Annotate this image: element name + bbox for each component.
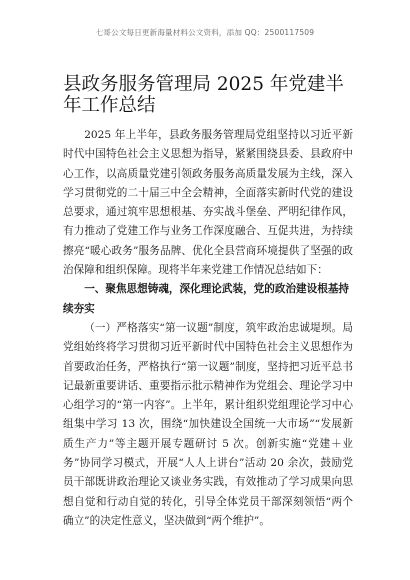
document-page bbox=[63, 74, 353, 531]
intro-paragraph: 2025 年上半年，县政务服务管理局党组坚持以习近平新时代中国特色社会主义思想为指导，紧紧围绕县委、县政府中心工作，以高质量党建引领政务服务高质量发展为主线，深入学习贯彻党的二十届三中全会精神，全面落实新时代党的建设总要求，通过筑牢思想根基、夯实战斗堡垒、严明纪律作风，有力推动了党建工作与业务工作深度融合、互促共进，为持续擦亮“暖心政务”服务品牌、优化全县营商环境提供了坚强的政治保障和组织保障。现将半年来党建工作情况总结如下： bbox=[63, 129, 353, 277]
document-title: 县政务服务管理局 2025 年党建半年工作总结 bbox=[63, 74, 344, 116]
section-heading-1: 一、聚焦思想铸魂，深化理论武装，党的政治建设根基持续夯实 bbox=[63, 283, 350, 315]
header-note: 七哥公文每日更新海量材料公文资料，添加 QQ：2500117509 bbox=[95, 28, 315, 37]
subsection-paragraph-1: （一）严格落实“第一议题”制度，筑牢政治忠诚堤坝。局党组始终将学习贯彻习近平新时代中国特色社会主义思想作为首要政治任务，严格执行“第一议题”制度，坚持把习近平总书记最新重要讲话、重要指示批示精神作为党组会、理论学习中心组学习的“第一内容”。上半年，累计组织党组理论学习中心组集中学习 13 次，围绕“加快建设全国统一大市场”“发展新质生产力”等主题开展专题研讨 5 次。创新实施“党建＋业务”协同学习模式，开展“人人上讲台”活动 20 余次，鼓励党员干部既讲政治理论又谈业务实践，有效推动了学习成果向思想自觉和行动自觉的转化，引导全体党员干部深刻领悟“两个确立”的决定性意义，坚决做到“两个维护”。 bbox=[63, 321, 353, 527]
